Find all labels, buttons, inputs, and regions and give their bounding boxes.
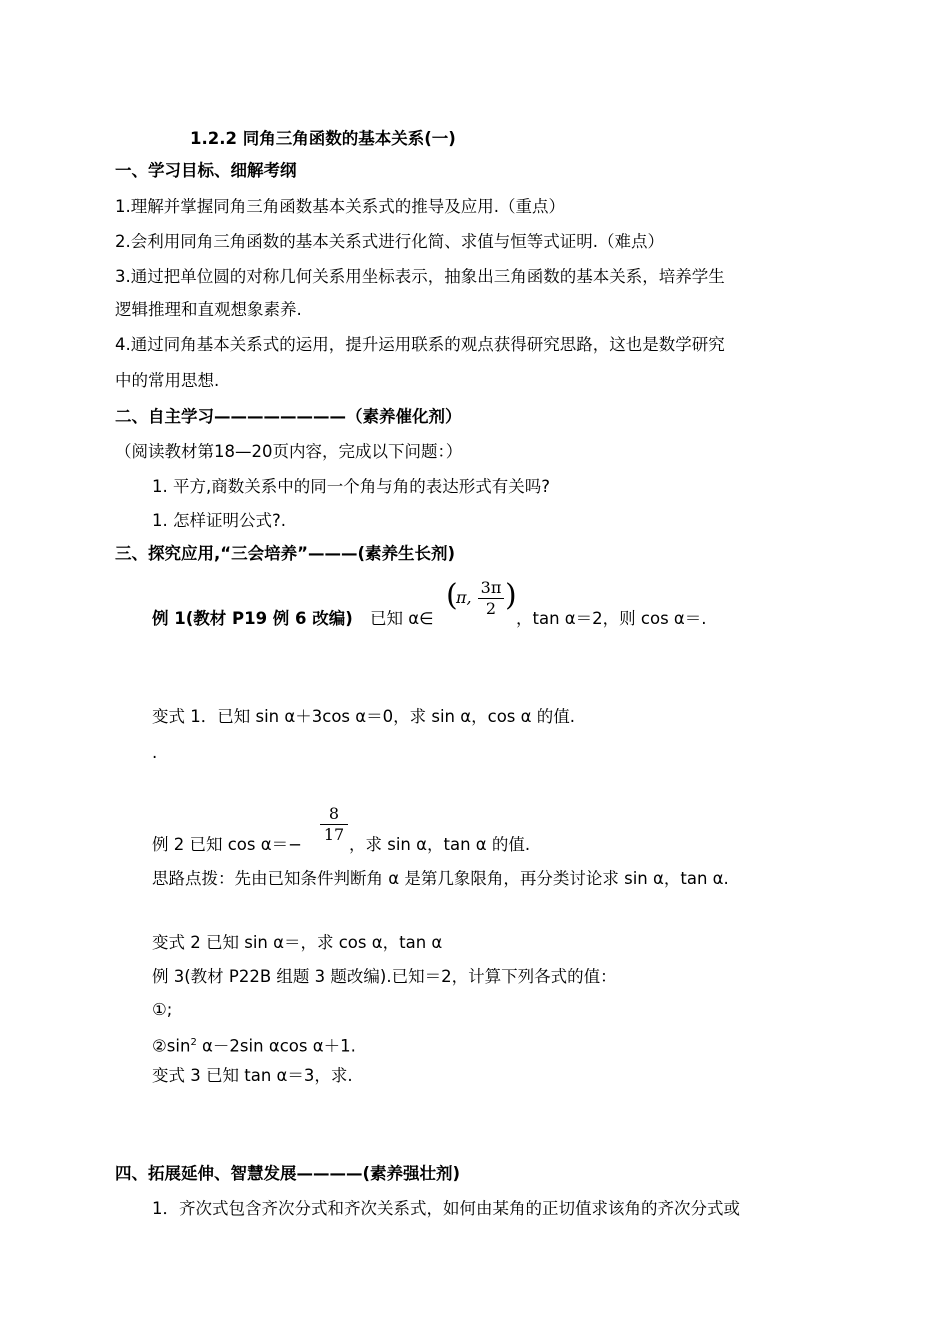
example-1-text-a: 已知 α∈	[370, 609, 434, 628]
example-1-text-b: ，tan α＝2，则 cos α＝.	[516, 609, 707, 628]
interval-fraction	[478, 578, 504, 619]
interval-fraction-denominator: 2	[485, 599, 497, 618]
objective-4-cont: 中的常用思想.	[115, 371, 220, 390]
variant-3: 变式 3 已知 tan α＝3，求.	[152, 1066, 353, 1085]
objective-4: 4.通过同角基本关系式的运用，提升运用联系的观点获得研究思路，这也是数学研究	[115, 335, 725, 354]
exponent: 2	[190, 1037, 197, 1048]
example-3-part-2-b: α－2sin αcos α＋1.	[196, 1036, 356, 1056]
example-3-part-2-a: ②sin	[152, 1036, 191, 1056]
objective-2: 2.会利用同角三角函数的基本关系式进行化简、求值与恒等式证明.（难点）	[115, 232, 664, 251]
hint: 思路点拨：先由已知条件判断角 α 是第几象限角，再分类讨论求 sin α，tan α.	[152, 869, 729, 888]
example-1-label: 例 1(教材 P19 例 6 改编)	[152, 609, 353, 628]
example-3: 例 3(教材 P22B 组题 3 题改编).已知＝2，计算下列各式的值：	[152, 967, 617, 986]
objective-3: 3.通过把单位圆的对称几何关系用坐标表示，抽象出三角函数的基本关系，培养学生	[115, 267, 725, 286]
stray-dot: .	[152, 743, 158, 762]
page-title: 1.2.2 同角三角函数的基本关系(一)	[190, 129, 456, 148]
interval-right-paren: )	[505, 578, 517, 613]
example-2-fraction-numerator: 8	[328, 804, 340, 823]
interval-left-paren: (	[446, 578, 458, 613]
objective-1: 1.理解并掌握同角三角函数基本关系式的推导及应用.（重点）	[115, 197, 565, 216]
variant-2: 变式 2 已知 sin α＝，求 cos α，tan α	[152, 933, 443, 952]
example-3-part-1: ①;	[152, 1000, 173, 1019]
section-1-heading: 一、学习目标、细解考纲	[115, 161, 297, 180]
interval-pi: π,	[456, 588, 472, 607]
section-2-heading: 二、自主学习————————（素养催化剂）	[115, 407, 462, 426]
example-2-text-a: 例 2 已知 cos α＝−	[152, 835, 302, 854]
reading-instruction: （阅读教材第18—20页内容，完成以下问题：）	[115, 442, 463, 461]
example-2-text-b: ，求 sin α，tan α 的值.	[349, 835, 531, 854]
example-2-fraction	[320, 804, 348, 845]
interval-fraction-numerator: 3π	[480, 578, 502, 597]
question-2: 1. 怎样证明公式?.	[152, 511, 286, 530]
section-4-paragraph: 1．齐次式包含齐次分式和齐次关系式，如何由某角的正切值求该角的齐次分式或	[152, 1199, 740, 1218]
variant-1: 变式 1．已知 sin α＋3cos α＝0，求 sin α，cos α 的值.	[152, 707, 576, 726]
section-4-heading: 四、拓展延伸、智慧发展————(素养强壮剂)	[115, 1164, 461, 1183]
section-3-heading: 三、探究应用,“三会培养”———(素养生长剂)	[115, 544, 456, 563]
example-2-fraction-denominator: 17	[323, 825, 345, 844]
objective-3-cont: 逻辑推理和直观想象素养.	[115, 300, 302, 319]
example-3-part-2	[152, 1032, 356, 1058]
question-1: 1. 平方,商数关系中的同一个角与角的表达形式有关吗?	[152, 477, 550, 496]
